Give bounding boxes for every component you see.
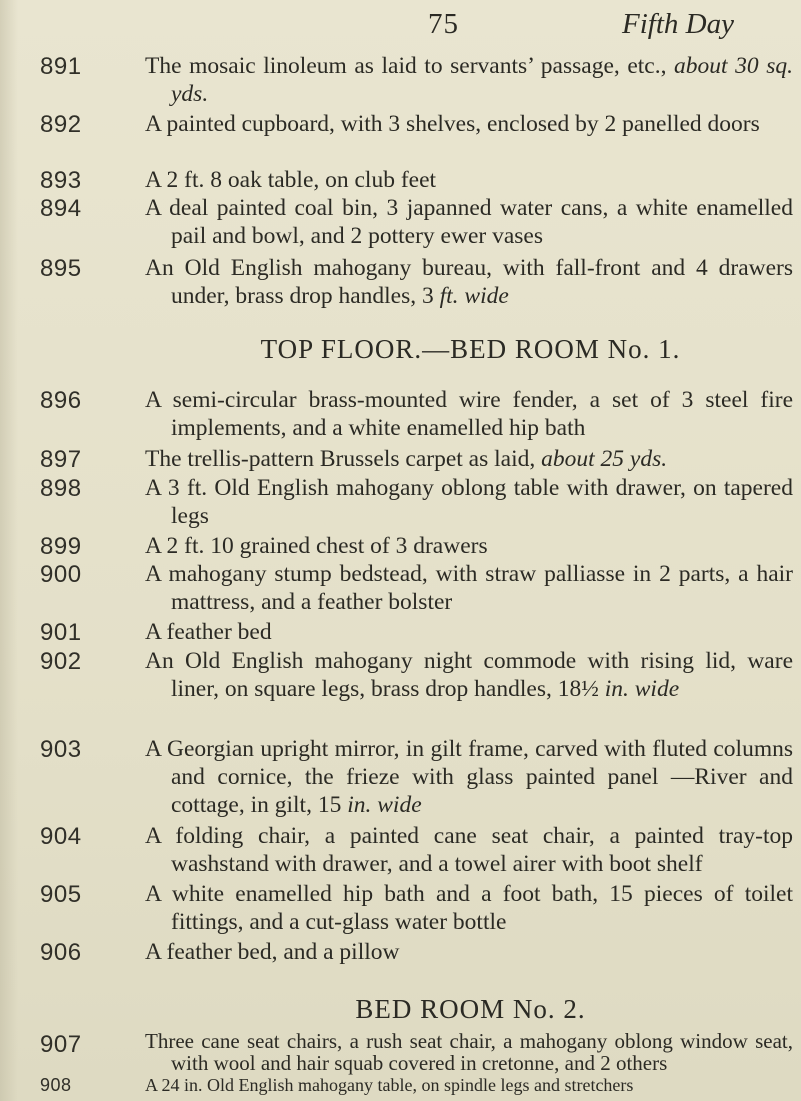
lot-number: 908 [40,1075,72,1095]
lot-description: An Old English mahogany night commode with rising lid, ware liner, on square legs, brass drop handles, 18½ in. wide [145,648,793,702]
lot-number: 900 [40,561,82,588]
lot-number: 906 [40,939,82,966]
lot-description: A painted cupboard, with 3 shelves, enclosed by 2 panelled doors [145,111,760,137]
lot-description: A 2 ft. 8 oak table, on club feet [145,167,437,193]
lot-description: A feather bed, and a pillow [145,939,400,965]
running-head: Fifth Day [622,8,734,40]
lot-description: Three cane seat chairs, a rush seat chair, a mahogany oblong window seat, with wool and hair squab covered in cretonne, and 2 others [145,1029,793,1075]
section-heading-bed-room-2: BED ROOM No. 2. [355,994,586,1024]
lot-description: A 3 ft. Old English mahogany oblong table with drawer, on tapered legs [145,475,793,529]
lot-number: 907 [40,1031,82,1058]
lot-number: 894 [40,195,82,222]
lot-description: A deal painted coal bin, 3 japanned water cans, a white enamelled pail and bowl, and 2 pottery ewer vases [145,195,793,249]
lot-description: The mosaic linoleum as laid to servants’ passage, etc., about 30 sq. yds. [145,53,793,107]
page-number: 75 [428,8,459,40]
lot-description: The trellis-pattern Brussels carpet as laid, about 25 yds. [145,446,668,472]
lot-description: A 24 in. Old English mahogany table, on spindle legs and stretchers [145,1075,634,1095]
lot-description: A semi-circular brass-mounted wire fender, a set of 3 steel fire implements, and a white enamelled hip bath [145,387,793,441]
lot-description: A Georgian upright mirror, in gilt frame, carved with fluted columns and cornice, the frieze with glass painted panel —River and cottage, in gilt, 15 in. wide [145,736,793,818]
lot-number: 903 [40,736,82,763]
page-header [0,6,801,42]
lot-description: A mahogany stump bedstead, with straw palliasse in 2 parts, a hair mattress, and a feather bolster [145,561,793,615]
section-heading-top-floor: TOP FLOOR.—BED ROOM No. 1. [260,334,681,364]
lot-number: 901 [40,619,82,646]
lot-description: A 2 ft. 10 grained chest of 3 drawers [145,533,488,559]
lot-description: A white enamelled hip bath and a foot bath, 15 pieces of toilet fittings, and a cut-glass water bottle [145,881,793,935]
lot-description: A feather bed [145,619,272,645]
lot-number: 895 [40,255,82,282]
lot-number: 897 [40,446,82,473]
lot-number: 902 [40,648,82,675]
lot-description: An Old English mahogany bureau, with fall-front and 4 drawers under, brass drop handles, 3 ft. wide [145,255,793,309]
page-edge-shadow [0,0,18,1101]
lot-number: 892 [40,111,82,138]
lot-number: 905 [40,881,82,908]
lot-number: 899 [40,533,82,560]
lot-number: 898 [40,475,82,502]
lot-number: 896 [40,387,82,414]
lot-number: 904 [40,823,82,850]
lot-description: A folding chair, a painted cane seat chair, a painted tray-top washstand with drawer, and a towel airer with boot shelf [145,823,793,877]
lot-number: 893 [40,167,82,194]
lot-number: 891 [40,53,82,80]
